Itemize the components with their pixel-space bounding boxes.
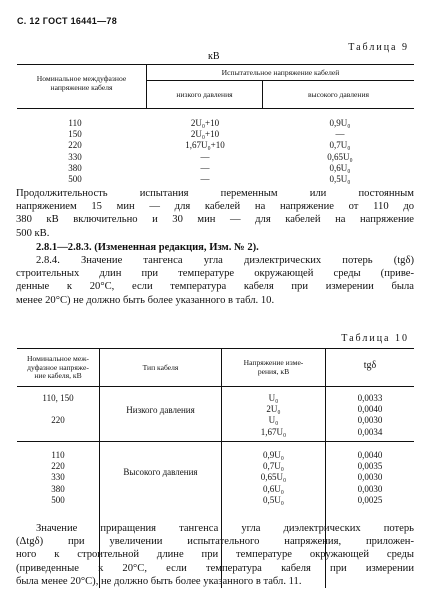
table10-g2-type: Высокого давления bbox=[123, 467, 198, 477]
paragraph-duration bbox=[16, 187, 414, 240]
table10-h3: Напряжение изме- рения, кВ bbox=[243, 358, 304, 376]
table9-unit: кВ bbox=[208, 51, 220, 62]
table10-g2-tg: 0,0040 0,0035 0,0030 0,0030 0,0025 bbox=[357, 450, 383, 505]
table10-h4: tgδ bbox=[363, 360, 377, 371]
table10-header-rule bbox=[17, 386, 414, 387]
paragraph-line: (приведенные к 20°С, если температура кабеля при измерении bbox=[16, 562, 414, 574]
table10-group-rule bbox=[17, 441, 414, 442]
paragraph-2-8-4 bbox=[16, 254, 414, 307]
paragraph-line: ного к строительной длине при температуре окружающей среды bbox=[16, 549, 414, 561]
paragraph-line: денные к 20°С, если температура кабеля при измерении была bbox=[16, 281, 414, 293]
table10-g2-measure: 0,9U₀ 0,7U₀ 0,65U₀ 0,6U₀ 0,5U₀ bbox=[260, 450, 287, 505]
table9-col1-header: Номинальное междуфазное напряжение кабеля bbox=[36, 74, 127, 92]
paragraph-line: менее 20°С) не должно быть более указанного в табл. 10. bbox=[16, 294, 275, 306]
table9-high-pressure: 0,9U₀ — 0,7U₀ 0,65U₀ 0,6U₀ 0,5U₀ bbox=[327, 118, 353, 185]
table9-group-header: Испытательное напряжение кабелей bbox=[221, 68, 340, 77]
table9-mid-rule bbox=[146, 80, 414, 81]
table9-title: Таблица 9 bbox=[348, 42, 409, 53]
paragraph-line: 500 кВ. bbox=[16, 227, 50, 239]
table9-low-pressure: 2U₀+10 2U₀+10 1,67U₀+10 — — — bbox=[185, 118, 225, 185]
table10-g1-tg: 0,0033 0,0040 0,0030 0,0034 bbox=[357, 393, 383, 437]
table10-g1-measure: U₀ 2U₀ U₀ 1,67U₀ bbox=[260, 393, 287, 437]
paragraph-line: строительных длин при температуре окружающей среды (приве- bbox=[16, 268, 414, 280]
paragraph-line: была менее 20°С), не должно быть более указанного в табл. 11. bbox=[16, 575, 302, 587]
paragraph-line: напряжением 15 мин — для кабелей на напряжение от 110 до bbox=[16, 201, 414, 213]
paragraph-line: 2.8.4. Значение тангенса угла диэлектрических потерь (tgδ) bbox=[36, 255, 414, 266]
table9-voltages: 110 150 220 330 380 500 bbox=[68, 118, 82, 185]
paragraph-line: Значение приращения тангенса угла диэлектрических потерь bbox=[36, 523, 414, 534]
table10-g2-voltages: 110 220 330 380 500 bbox=[51, 450, 65, 505]
table9-header-rule bbox=[17, 108, 414, 109]
table9-sub2-header: высокого давления bbox=[307, 90, 370, 99]
table10-title: Таблица 10 bbox=[341, 333, 409, 344]
page-header: С. 12 ГОСТ 16441—78 bbox=[17, 16, 118, 26]
table10-top-rule bbox=[17, 348, 414, 349]
paragraph-delta-tg bbox=[16, 522, 414, 588]
table10-h1: Номинальное меж- дуфазное напряже- ние кабеля, кВ bbox=[27, 354, 89, 381]
table10-g1-voltages: 110, 150 220 bbox=[42, 393, 74, 426]
paragraph-line: Продолжительность испытания переменным или постоянным bbox=[16, 188, 414, 199]
table10-h2: Тип кабеля bbox=[142, 363, 179, 372]
paragraph-line: (Δtgδ) при увеличении испытательного напряжения, приложен- bbox=[16, 536, 414, 548]
paragraph-line: 380 кВ включительно и 30 мин — для кабелей на напряжение bbox=[16, 214, 414, 226]
paragraph-amendment: 2.8.1—2.8.3. (Измененная редакция, Изм. № 2). bbox=[36, 242, 259, 253]
table9-top-rule bbox=[17, 64, 414, 65]
table10-g1-type: Низкого давления bbox=[126, 405, 195, 415]
table9-sub1-header: низкого давления bbox=[176, 90, 233, 99]
